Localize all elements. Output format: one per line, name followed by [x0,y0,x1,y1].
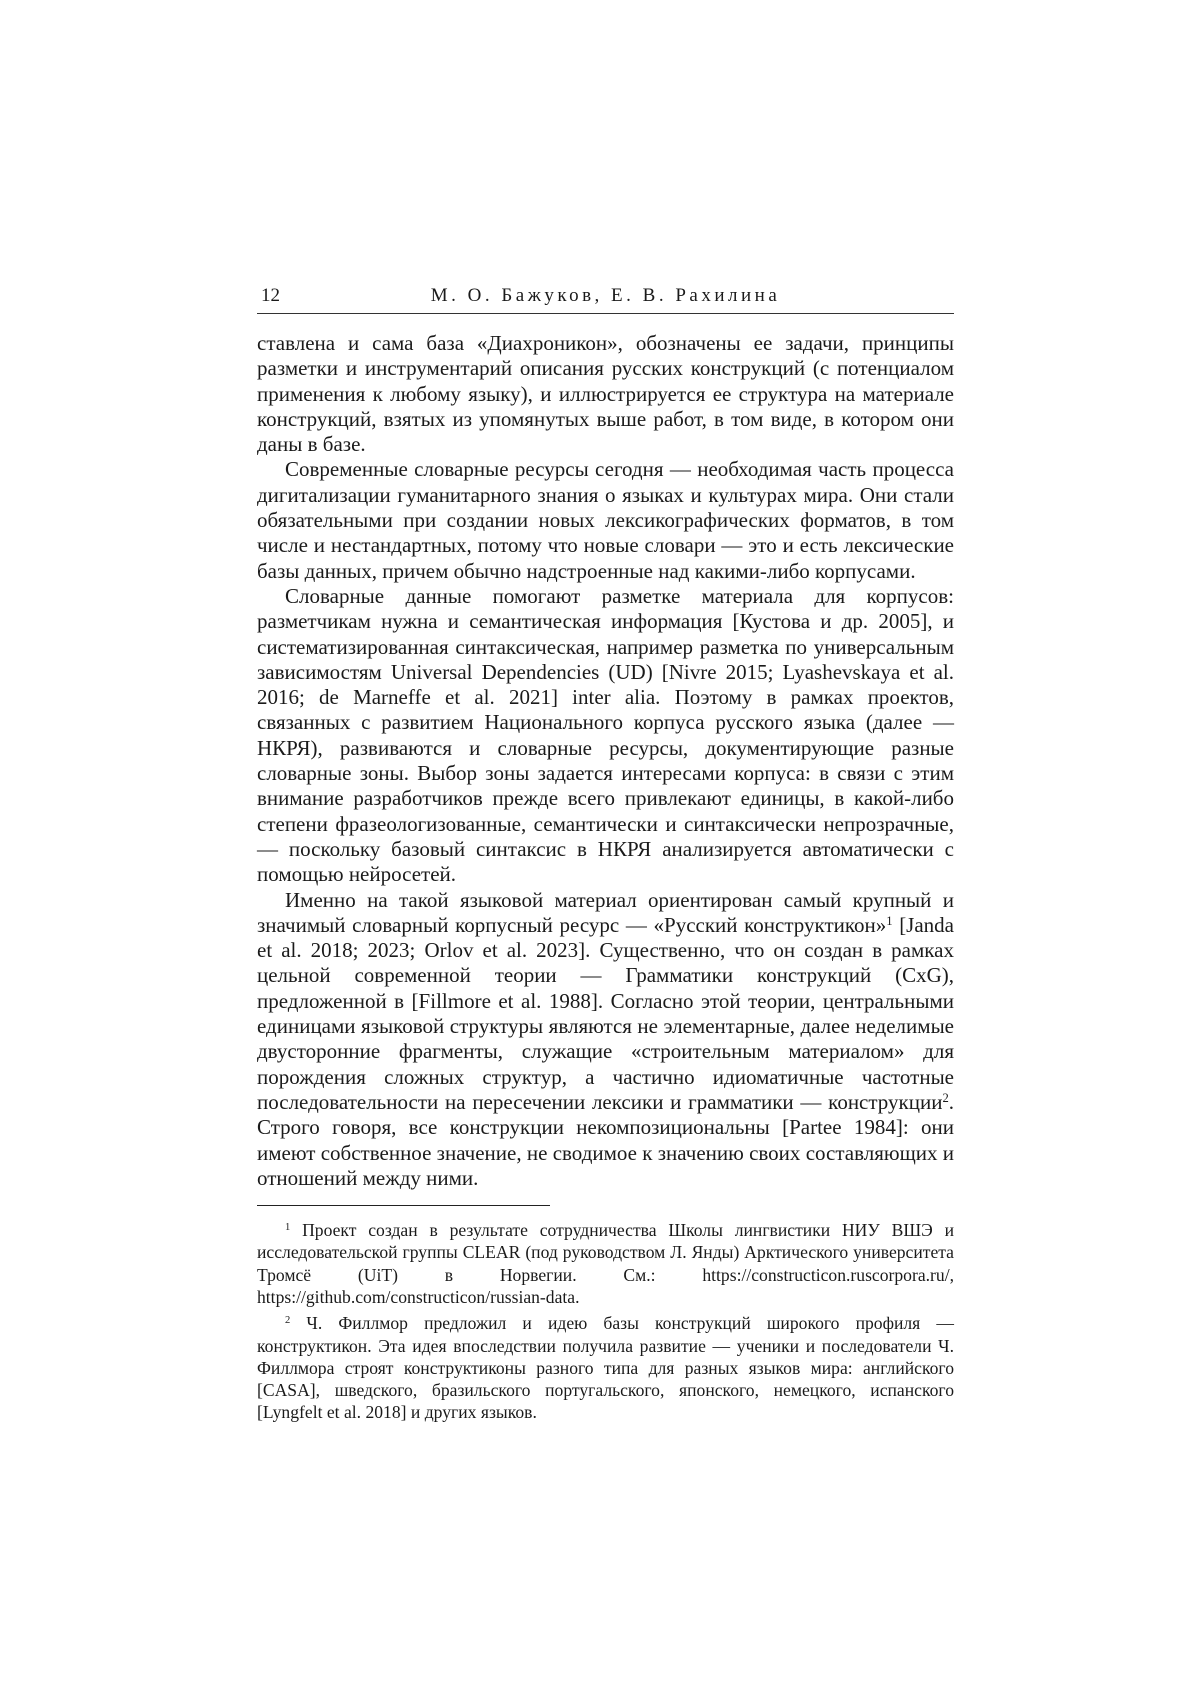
footnotes [257,1219,954,1424]
footnote-2-number: 2 [285,1315,291,1327]
paragraph-1: ставлена и сама база «Диахроникон», обозначены ее задачи, принципы разметки и инструментарий описания русских конструкций (с потенциалом применения к любому языку), и иллюстрируется ее структура на материале конструкций, взятых из упомянутых выше работ, в том виде, в котором они даны в базе. [257,331,954,457]
paragraph-4-part-2: [Janda et al. 2018; 2023; Orlov et al. 2023]. Существенно, что он создан в рамках цельной современной теории — Грамматики конструкций (CxG), предложенной в [Fillmore et al. 1988]. Согласно этой теории, центральными единицами языковой структуры являются не элементарные, далее неделимые двусторонние фрагменты, служащие «строительным материалом» для порождения сложных структур, а частично идиоматичные частотные последовательности на пересечении лексики и грамматики — конструкции [257,912,955,1114]
running-header [257,283,954,314]
page [257,283,954,1428]
footnote-ref-1[interactable]: 1 [886,913,893,928]
footnote-1-text: Проект создан в результате сотрудничества Школы лингвистики НИУ ВШЭ и исследовательской группы CLEAR (под руководством Л. Янды) Арктического университета Тромсё (UiT) в Норвегии. См.: https://constructicon.ruscorpora.ru/, https://github.com/constructicon/russian-data. [257,1220,954,1307]
page-number: 12 [261,285,280,306]
footnote-1 [257,1219,954,1308]
footnote-2 [257,1312,954,1423]
header-authors: М. О. Бажуков, Е. В. Рахилина [430,285,781,306]
main-text [257,331,954,1191]
footnote-separator [257,1205,550,1206]
footnote-1-number: 1 [285,1222,291,1234]
footnote-2-text: Ч. Филлмор предложил и идею базы конструкций широкого профиля — конструктикон. Эта идея впоследствии получила развитие — ученики и последователи Ч. Филлмора строят конструктиконы разного типа для разных языков мира: английского [CASA], шведского, бразильского португальского, японского, немецкого, испанского [Lyngfelt et al. 2018] и других языков. [257,1313,954,1423]
paragraph-4-part-1: Именно на такой языковой материал ориентирован самый крупный и значимый словарный корпусный ресурс — «Русский конструктикон» [257,887,954,937]
footnote-ref-2[interactable]: 2 [942,1090,949,1105]
paragraph-2: Современные словарные ресурсы сегодня — необходимая часть процесса дигитализации гуманитарного знания о языках и культурах мира. Они стали обязательными при создании новых лексикографических форматов, в том числе и нестандартных, потому что новые словари — это и есть лексические базы данных, причем обычно надстроенные над какими-либо корпусами. [257,457,954,583]
paragraph-4 [257,888,954,1192]
paragraph-3: Словарные данные помогают разметке материала для корпусов: разметчикам нужна и семантическая информация [Кустова и др. 2005], и систематизированная синтаксическая, например разметка по универсальным зависимостям Universal Dependencies (UD) [Nivre 2015; Lyashevskaya et al. 2016; de Marneffe et al. 2021] inter alia. Поэтому в рамках проектов, связанных с развитием Национального корпуса русского языка (далее — НКРЯ), развиваются и словарные ресурсы, документирующие разные словарные зоны. Выбор зоны задается интересами корпуса: в связи с этим внимание разработчиков прежде всего привлекают единицы, в какой-либо степени фразеологизованные, семантически и синтаксически непрозрачные, — поскольку базовый синтаксис в НКРЯ анализируется автоматически с помощью нейросетей. [257,583,954,887]
paragraph-4-part-3: . Строго говоря, все конструкции некомпозициональны [Partee 1984]: они имеют собственное значение, не сводимое к значению своих составляющих и отношений между ними. [257,1089,954,1190]
